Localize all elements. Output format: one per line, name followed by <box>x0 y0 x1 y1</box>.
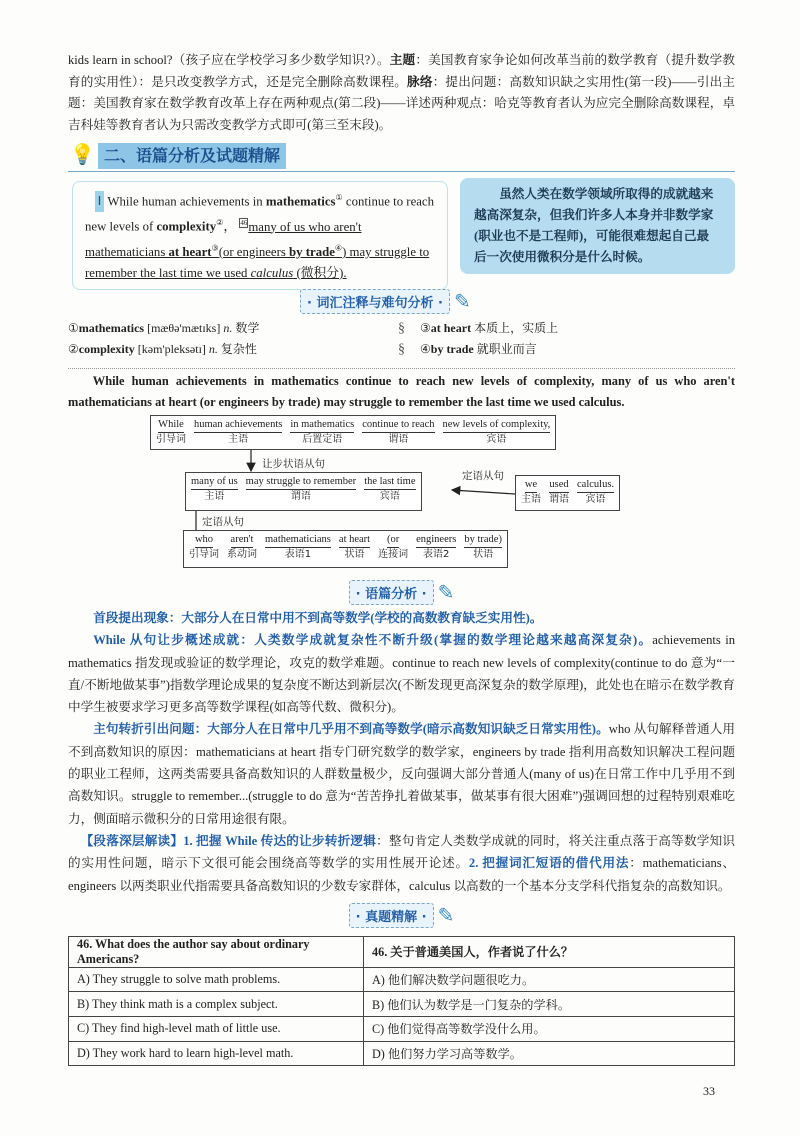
diagram-unit <box>246 475 357 508</box>
diagram-role: 主语 <box>228 434 249 445</box>
diagram-role: 连接词 <box>378 549 409 560</box>
lower-flow <box>68 580 735 1099</box>
diagram-role: 表语2 <box>423 549 450 560</box>
vocab-num: ③ <box>420 321 431 335</box>
vocab-pos: n. <box>208 342 218 356</box>
diagram-phrase: the last time <box>364 475 415 490</box>
diagram-role: 系动词 <box>227 549 257 560</box>
analysis-p2 <box>68 629 735 718</box>
diagram-unit <box>290 418 354 447</box>
analysis-title: · 语篇分析 · <box>349 580 434 605</box>
who-clause-box <box>183 530 508 568</box>
passage-box <box>72 181 448 290</box>
diagram-unit <box>443 418 551 447</box>
diagram-phrase: who <box>195 533 213 548</box>
question-row <box>69 936 735 967</box>
theme-label: 主题 <box>389 53 416 67</box>
analysis-p3 <box>68 718 735 829</box>
diagram-unit <box>549 478 569 508</box>
option-row <box>69 992 735 1017</box>
passage-text: ) may struggle to remember the last time we used <box>85 244 430 280</box>
analysis-heading-text: While 从句让步概述成就：人类数学成就复杂性不断升级(掌握的数学理论越来越高深复杂)。 <box>93 633 653 648</box>
vocab-item <box>420 339 720 360</box>
vocab-def: 数学 <box>235 321 260 335</box>
pen-icon: ✎ <box>437 582 455 604</box>
diagram-unit <box>464 533 502 565</box>
option-row <box>69 1041 735 1066</box>
question-marker: 46 <box>240 219 248 228</box>
pen-icon: ✎ <box>453 291 471 313</box>
intro-text: ：美国教育家争论如何改革当前的数学教育（提升数学教育的实用性）：是只改变教学方式，还是完全删除高数课程。 <box>68 53 736 89</box>
vocab-item <box>420 318 720 339</box>
passage-text: calculus <box>250 265 294 280</box>
diagram-unit <box>339 533 370 565</box>
diagram-phrase: many of us <box>191 475 238 490</box>
label-attributive: 定语从句 <box>462 470 504 482</box>
vocab-title: · 词汇注释与难句分析 · <box>300 289 450 314</box>
diagram-unit <box>191 475 238 508</box>
diagram-phrase: mathematicians <box>265 533 331 548</box>
diagram-role: 状语 <box>473 549 494 560</box>
option-row <box>69 967 735 992</box>
vocab-phonetic: [mæθə'mætɪks] <box>147 321 221 335</box>
diagram-role: 表语1 <box>284 549 312 560</box>
diagram-phrase: in mathematics <box>290 418 354 433</box>
diagram-phrase: continue to reach <box>362 418 434 433</box>
option-zh: D) 他们努力学习高等数学。 <box>364 1041 735 1066</box>
vocab-item <box>68 318 388 339</box>
diagram-phrase: we <box>525 478 537 493</box>
diagram-phrase: calculus. <box>577 478 614 493</box>
diagram-unit <box>416 533 456 565</box>
analysis-body: ：mathematicians、engineers 以两类职业代指需要具备高数知识的少数专家群体，calculus 以高数的一个基本分支学科代指复杂的高数知识。 <box>68 856 736 893</box>
diagram-phrase: by trade) <box>464 533 502 548</box>
diagram-unit <box>362 418 434 447</box>
vocab-num: ④ <box>420 342 431 356</box>
analysis-heading <box>68 580 735 605</box>
main-clause-core-box <box>185 472 422 511</box>
option-row <box>69 1017 735 1042</box>
diagram-unit <box>521 478 541 508</box>
vocab-heading <box>300 289 471 314</box>
diagram-phrase: at heart <box>339 533 370 548</box>
vocab-word: complexity <box>156 219 217 234</box>
diagram-phrase: While <box>158 418 184 433</box>
vocab-list-left <box>68 318 388 360</box>
diagram-role: 引导词 <box>189 549 219 560</box>
vocab-def: 复杂性 <box>220 342 257 356</box>
diagram-role: 引导词 <box>156 434 186 445</box>
passage-text: (or engineers <box>218 244 290 259</box>
question-zh: 46. 关于普通美国人，作者说了什么？ <box>364 936 735 967</box>
paragraph-number: I <box>95 191 105 212</box>
diagram-phrase: new levels of complexity, <box>443 418 551 433</box>
diagram-phrase: (or <box>387 533 399 548</box>
option-en: B) They think math is a complex subject. <box>69 992 364 1017</box>
diagram-phrase: human achievements <box>194 418 282 433</box>
vocab-item <box>68 339 388 360</box>
intro-text: ：提出问题：高数知识缺之实用性(第一段)——引出主题：美国教育家在数学教育改革上存在两种观点(第二段)——详述两种观点：哈克等教育者认为应完全删除高数课程，卓吉科娃等教育者认为只需改变教学方式即可(第三至末段)。 <box>68 74 736 132</box>
diagram-unit <box>577 478 614 508</box>
section-title: 二、语篇分析及试题精解 <box>98 143 286 169</box>
vocab-word: by trade <box>430 342 474 356</box>
vocab-word: complexity <box>78 342 135 356</box>
option-zh: A) 他们解决数学问题很吃力。 <box>364 967 735 992</box>
intro-text: kids learn in school?（孩子应在学校学习多少数学知识?）。 <box>68 53 390 67</box>
pen-icon: ✎ <box>437 904 455 927</box>
diagram-unit <box>189 533 219 565</box>
vocab-word: at heart <box>168 244 212 259</box>
vocab-pos: n. <box>223 321 233 335</box>
quiz-heading <box>68 903 735 928</box>
option-zh: B) 他们认为数学是一门复杂的学科。 <box>364 992 735 1017</box>
vocab-num: ① <box>68 321 79 335</box>
diagram-role: 谓语 <box>388 434 409 445</box>
analysis-heading-text: 【段落深层解读】1. 把握 While 传达的让步转折逻辑 <box>80 833 377 848</box>
diagram-role: 主语 <box>204 491 225 502</box>
dotted-divider <box>68 368 735 369</box>
analysis-p1: 首段提出现象：大部分人在日常中用不到高等数学(学校的高数教育缺乏实用性)。 <box>93 611 543 625</box>
diagram-unit <box>378 533 408 565</box>
analysis-heading-text: 2. 把握词汇短语的借代用法 <box>468 856 630 871</box>
label-attributive: 定语从句 <box>202 516 244 528</box>
diagram-role: 后置定语 <box>302 434 343 445</box>
diagram-role: 主语 <box>521 494 541 505</box>
note-mark: ② <box>216 218 224 228</box>
note-mark: ③ <box>211 243 219 253</box>
note-mark: ④ <box>334 243 343 253</box>
option-en: C) They find high-level math of little use. <box>69 1017 364 1042</box>
diagram-unit <box>194 418 282 447</box>
vocab-word: at heart <box>430 321 472 335</box>
diagram-unit <box>265 533 331 565</box>
divider-squiggle: § § <box>398 321 405 357</box>
diagram-role: 谓语 <box>549 494 569 505</box>
passage-text: many of us who aren't mathematicians <box>85 219 362 259</box>
note-mark: ① <box>335 193 343 202</box>
label-concession: 让步状语从句 <box>262 458 325 470</box>
passage-text: ， <box>223 219 240 234</box>
vocab-word: mathematics <box>78 321 145 335</box>
diagram-phrase: used <box>549 478 568 493</box>
diagram-role: 宾语 <box>486 434 507 445</box>
analysis-heading-text: 主句转折引出问题：大部分人在日常中几乎用不到高等数学(暗示高数知识缺乏日常实用性)。 <box>93 722 609 737</box>
analysis-p4 <box>68 830 735 897</box>
quiz-table <box>68 936 735 1066</box>
diagram-role: 状语 <box>344 549 365 560</box>
page-number: 33 <box>703 1084 715 1099</box>
diagram-phrase: may struggle to remember <box>246 475 357 490</box>
diagram-role: 谓语 <box>290 491 311 502</box>
intro-paragraph <box>68 50 735 136</box>
section-header <box>68 140 735 172</box>
passage-text: continue to reach new levels of <box>85 194 435 234</box>
quiz-title: · 真题精解 · <box>349 903 434 928</box>
difficult-sentence: While human achievements in mathematics continue to reach new levels of complexity, many of us who aren't mathematicians at heart (or engineers by trade) may struggle to remember the last time we used calculus. <box>68 374 735 409</box>
analysis-text <box>68 607 735 897</box>
vocab-phonetic: [kəm'pleksətɪ] <box>137 342 206 356</box>
diagram-unit <box>156 418 186 447</box>
translation-box: 虽然人类在数学领域所取得的成就越来越高深复杂，但我们许多人本身并非数学家(职业也不是工程师)，可能很难想起自己最后一次使用微积分是什么时候。 <box>460 178 735 274</box>
main-clause-box <box>150 415 556 450</box>
arrow-left <box>452 490 515 494</box>
diagram-phrase: aren't <box>231 533 254 548</box>
vocab-word: mathematics <box>265 194 336 209</box>
analysis-body: ：整句肯定人类数学成就的同时，将关注重点落于高等数学知识的实用性问题，暗示下文很可能会围绕高等数学的实用性展开论述。 <box>68 833 736 871</box>
vocab-word: by trade <box>289 244 335 259</box>
passage-text: (微积分). <box>293 265 347 280</box>
analysis-body: achievements in mathematics 指发现或验证的数学理论，攻克的数学难题。continue to reach new levels of complexity(continue to do 意为“一直/不断地做某事”)指数学理论成果的复杂度不断达到新层次(不断发现更高深复杂的数学原理)，此处也在暗示在数学教育中学生被要求学习更多高等数学课程(如高等代数、微积分)。 <box>68 633 735 715</box>
analysis-body: who 从句解释普通人用不到高数知识的原因：mathematicians at heart 指专门研究数学的数学家，engineers by trade 指利用高数知识解决工程问题的职业工程师，这两类需要具备高数知识的人群数量极少，反向强调大部分普通人(many of us)在日常工作中几乎用不到高数知识。struggle to remember...(struggle to do 意为“苦苦挣扎着做某事，做某事有很大困难”)强调回想的过程特别艰难吃力，侧面暗示微积分的日常用途很有限。 <box>68 722 736 826</box>
question-en: 46. What does the author say about ordinary Americans? <box>69 936 364 967</box>
vocab-def: 本质上，实质上 <box>474 321 559 335</box>
option-zh: C) 他们觉得高等数学没什么用。 <box>364 1017 735 1042</box>
passage-text: While human achievements in <box>107 194 266 209</box>
diagram-role: 宾语 <box>379 491 400 502</box>
context-label: 脉络 <box>407 74 433 89</box>
vocab-def: 就职业而言 <box>476 342 537 356</box>
lightbulb-icon: 💡 <box>70 144 95 166</box>
diagram-unit <box>364 475 415 508</box>
option-en: A) They struggle to solve math problems. <box>69 967 364 992</box>
relative-clause-box <box>515 475 620 511</box>
option-en: D) They work hard to learn high-level math. <box>69 1041 364 1066</box>
diagram-role: 宾语 <box>585 494 606 505</box>
diagram-unit <box>227 533 257 565</box>
vocab-list-right <box>420 318 720 360</box>
diagram-phrase: engineers <box>416 533 456 548</box>
vocab-num: ② <box>68 342 79 356</box>
